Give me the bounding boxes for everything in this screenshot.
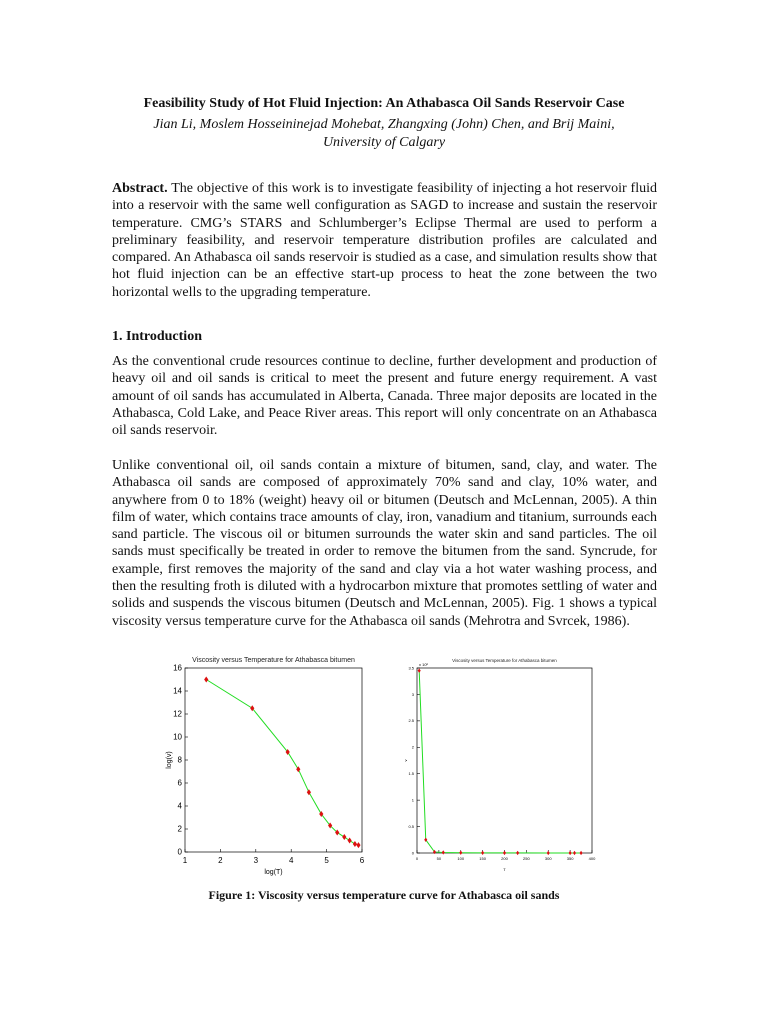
chart-linear-viscosity (395, 658, 605, 878)
x-tick-label: 300 (544, 856, 552, 861)
author-names: Jian Li, Moslem Hosseininejad Mohebat, Zhangxing (John) Chen, and Brij Maini, (153, 117, 615, 132)
y-tick-label: 10 (173, 732, 182, 742)
data-point (418, 668, 421, 672)
y-tick-label: 3.5 (408, 665, 414, 671)
x-tick-label: 4 (288, 856, 294, 865)
data-point (356, 842, 360, 848)
y-tick-label: 16 (173, 663, 182, 673)
data-point (342, 834, 346, 840)
x-tick-label: 200 (501, 856, 508, 861)
plot-frame (417, 668, 592, 853)
data-point (459, 851, 462, 855)
x-tick-label: 400 (588, 856, 596, 861)
y-tick-label: 3 (411, 691, 414, 697)
data-point (353, 841, 357, 847)
y-tick-label: 2 (177, 824, 182, 834)
chart-title: Viscosity versus Temperature for Athabasca bitumen (192, 657, 355, 664)
author-block (0, 116, 768, 152)
y-tick-label: 1.5 (408, 771, 414, 777)
x-tick-label: 150 (479, 856, 486, 861)
intro-paragraph-2: Unlike conventional oil, oil sands contain a mixture of bitumen, sand, clay, and water. The Athabasca oil sands are composed of approximately 70% sand and clay, 10% water, and anywhere from 0 to 18% (weight) heavy oil or bitumen (Deutsch and McLennan, 2005). A thin film of water, which contains trace amounts of clay, iron, vanadium and titanium, surrounds each sand particle. The viscous oil or bitumen surrounds the water skin and sand particles. The oil sands must specifically be treated in order to remove the bitumen from the sand. Syncrude, for example, first removes the majority of the sand and clay via a hot water washing process, and then the resulting froth is diluted with a hydrocarbon mixture that promotes settling of water and solids and suspends the viscous bitumen (Deutsch and McLennan, 2005). Fig. 1 shows a typical viscosity versus temperature curve for the Athabasca oil sands (Mehrotra and Svrcek, 1986). (112, 458, 657, 629)
y-axis-label: v (403, 759, 408, 762)
axis-exponent-label: x 10⁶ (419, 662, 429, 667)
x-tick-label: 250 (523, 856, 530, 861)
data-point (204, 677, 208, 683)
section-heading: 1. Introduction (112, 329, 202, 344)
x-axis-label: T (503, 867, 506, 872)
abstract (112, 180, 657, 301)
author-affiliation: University of Calgary (322, 135, 446, 150)
data-point (569, 851, 572, 855)
x-tick-label: 6 (359, 856, 365, 865)
data-point (481, 851, 484, 855)
x-tick-label: 3 (253, 856, 259, 865)
paper-title: Feasibility Study of Hot Fluid Injection: An Athabasca Oil Sands Reservoir Case (143, 96, 625, 111)
plot-frame (185, 668, 362, 852)
y-tick-label: 1 (411, 797, 414, 803)
x-tick-label: 0 (415, 856, 419, 861)
abstract-text: The objective of this work is to investigate feasibility of injecting a hot reservoir fluid into a reservoir with the same well configuration as SAGD to increase and sustain the reservoir temperature. CMG’s STARS and Schlumberger’s Eclipse Thermal are used to perform a preliminary feasibility, and reservoir temperature distribution profiles are calculated and compared. An Athabasca oil sands reservoir is studied as a case, and simulation results show that hot fluid injection can be an effective start-up process to heat the zone between the two horizontal wells to the upgrading temperature. (112, 181, 658, 300)
y-tick-label: 2 (411, 744, 414, 750)
x-tick-label: 350 (566, 856, 574, 861)
y-tick-label: 2.5 (408, 718, 414, 724)
y-tick-label: 6 (177, 778, 182, 788)
y-tick-label: 0 (411, 850, 414, 856)
data-point (348, 838, 352, 844)
abstract-label: Abstract. (112, 181, 168, 196)
data-point (503, 851, 506, 855)
y-tick-label: 8 (177, 755, 182, 765)
data-point (547, 851, 550, 855)
y-axis-label: log(v) (166, 751, 173, 769)
data-point (516, 851, 519, 855)
chart-log-viscosity (165, 650, 375, 880)
x-tick-label: 50 (436, 856, 442, 861)
series-line (419, 671, 581, 853)
series-line (206, 680, 358, 846)
data-point (442, 850, 445, 854)
x-axis-label: log(T) (264, 869, 283, 876)
intro-paragraph-1: As the conventional crude resources continue to decline, further development and production of heavy oil and oil sands is critical to meet the present and future energy requirement. A vast amount of oil sands has accumulated in Alberta, Canada. Three major deposits are located in the Athabasca, Cold Lake, and Peace River areas. This report will only concentrate on an Athabasca oil sands reservoir. (112, 354, 657, 439)
y-tick-label: 0 (177, 847, 182, 857)
x-tick-label: 2 (218, 856, 223, 865)
figure-caption: Figure 1: Viscosity versus temperature curve for Athabasca oil sands (208, 888, 560, 902)
y-tick-label: 0.5 (408, 823, 414, 829)
x-tick-label: 5 (324, 856, 329, 865)
y-tick-label: 4 (177, 801, 182, 811)
x-tick-label: 100 (457, 856, 465, 861)
chart-title: Viscosity versus Temperature for Athabasca bitumen (452, 658, 557, 663)
y-tick-label: 12 (173, 709, 182, 719)
data-point (580, 851, 583, 855)
x-tick-label: 1 (182, 856, 188, 865)
y-tick-label: 14 (173, 686, 182, 696)
data-point (573, 851, 576, 855)
